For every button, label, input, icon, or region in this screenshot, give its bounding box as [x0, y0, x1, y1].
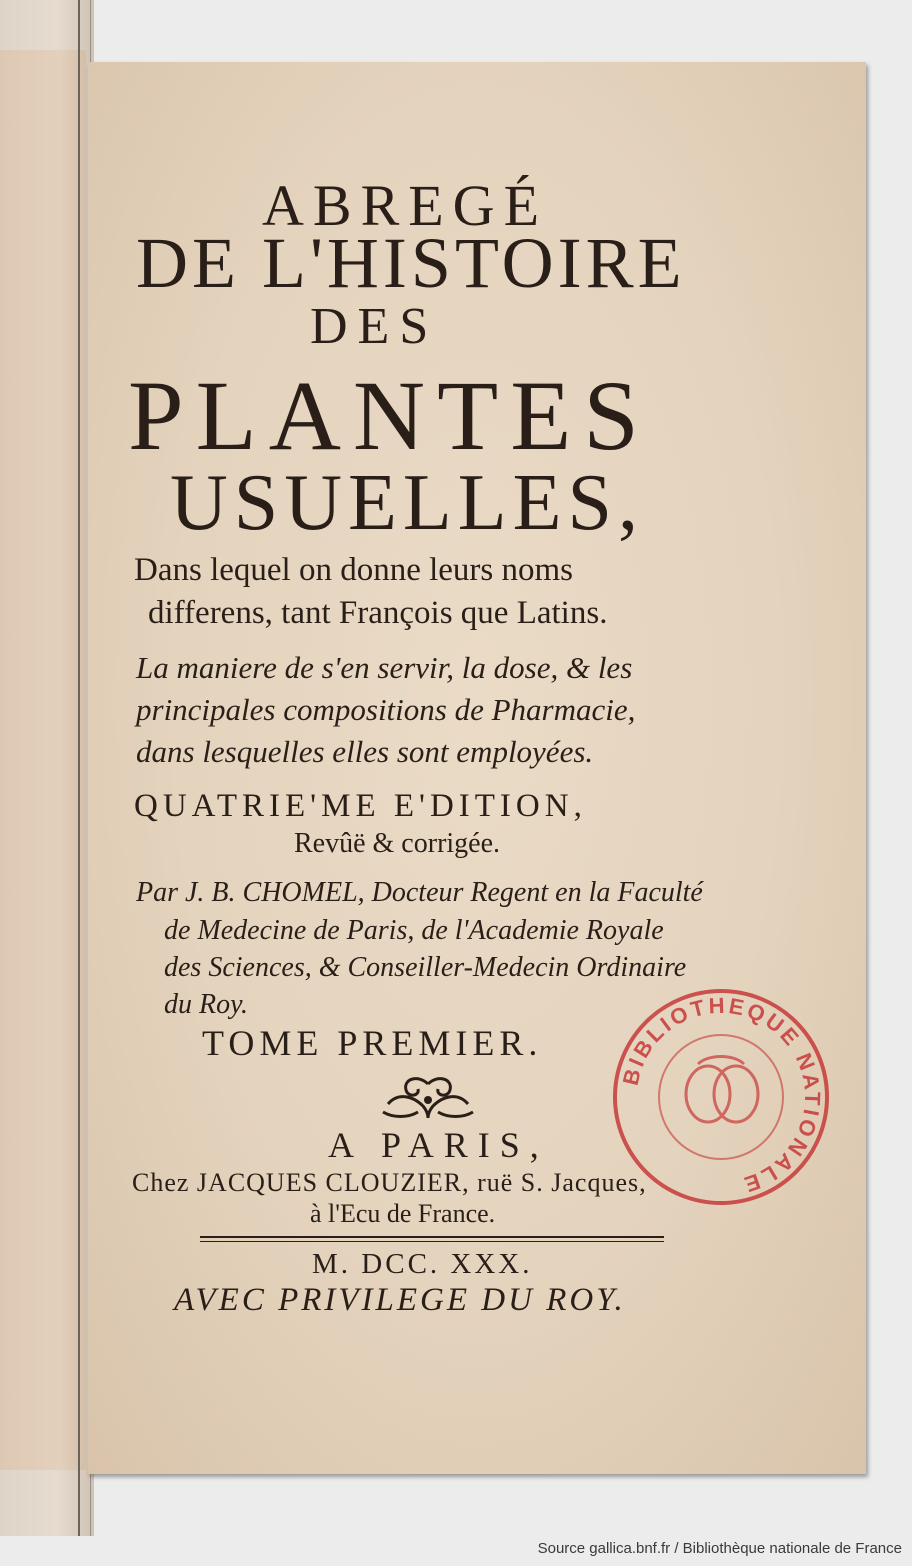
author-line-2: de Medecine de Paris, de l'Academie Royale: [164, 915, 664, 946]
subtitle-line-1: Dans lequel on donne leurs noms: [134, 552, 574, 588]
publisher-line-2: à l'Ecu de France.: [310, 1199, 496, 1228]
book-spine: [78, 0, 80, 1536]
description-line-2: principales compositions de Pharmacie,: [136, 692, 636, 727]
divider-rule: [200, 1236, 664, 1238]
subtitle-line-2: differens, tant François que Latins.: [148, 595, 608, 631]
title-page-text: [88, 62, 866, 1474]
description-line-1: La maniere de s'en servir, la dose, & les: [136, 650, 633, 685]
svg-text:BIBLIOTHEQUE NATIONALE: [618, 993, 826, 1198]
author-line-4: du Roy.: [164, 989, 248, 1020]
volume-label: TOME PREMIER.: [202, 1023, 543, 1063]
publisher-line-1: Chez JACQUES CLOUZIER, ruë S. Jacques,: [132, 1168, 647, 1197]
publication-year: M. DCC. XXX.: [312, 1248, 533, 1280]
title-line-4: PLANTES: [128, 360, 651, 471]
ornament-icon: [378, 1074, 478, 1124]
title-line-5: USUELLES,: [170, 459, 644, 547]
title-line-3: DES: [310, 298, 439, 355]
title-line-2: DE L'HISTOIRE: [136, 223, 686, 303]
edition-line: QUATRIE'ME E'DITION,: [134, 788, 587, 824]
source-credit: Source gallica.bnf.fr / Bibliothèque nationale de France: [537, 1540, 902, 1557]
description-line-3: dans lesquelles elles sont employées.: [136, 734, 594, 769]
divider-rule-thin: [200, 1241, 664, 1242]
city-line: A PARIS,: [328, 1125, 549, 1165]
privilege-line: AVEC PRIVILEGE DU ROY.: [174, 1282, 626, 1318]
left-page-margin: [0, 50, 86, 1470]
title-line-1: ABREGÉ: [262, 173, 548, 238]
author-line-1: Par J. B. CHOMEL, Docteur Regent en la Faculté: [136, 877, 703, 908]
edition-note: Revûë & corrigée.: [294, 828, 501, 859]
library-stamp-icon: [608, 984, 834, 1210]
author-line-3: des Sciences, & Conseiller-Medecin Ordinaire: [164, 952, 687, 983]
title-page: [88, 62, 866, 1474]
stamp-text: BIBLIOTHEQUE NATIONALE: [617, 992, 826, 1199]
